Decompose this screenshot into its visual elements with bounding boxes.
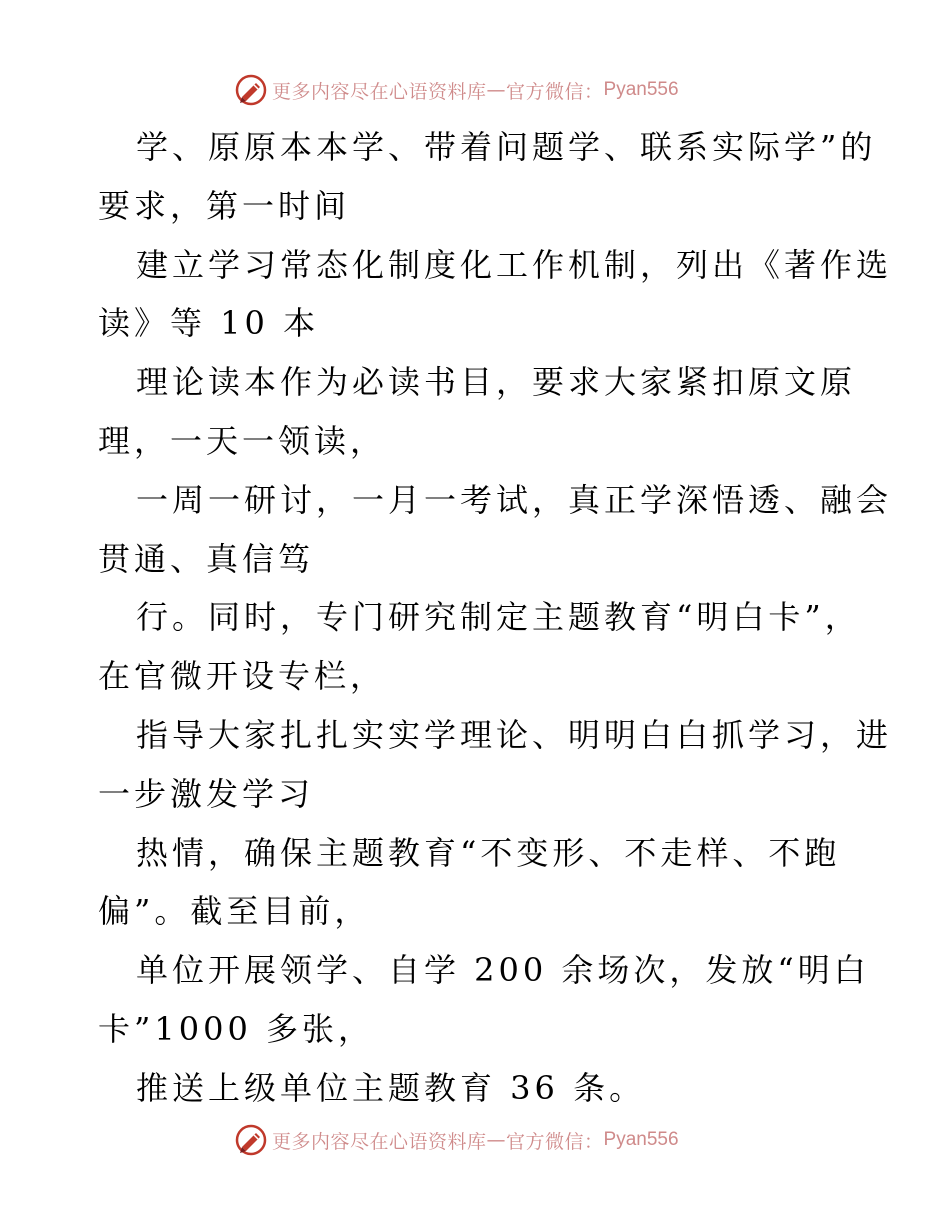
- text-line: 理论读本作为必读书目，要求大家紧扣原文原: [136, 363, 857, 402]
- watermark-wechat-id: Pyan556: [603, 1129, 679, 1150]
- text-line: 偏”。截至目前，: [98, 892, 371, 931]
- watermark-wechat-id: Pyan556: [603, 79, 679, 100]
- text-line: 单位开展领学、自学 200 余场次，发放“明白: [136, 951, 870, 990]
- watermark-suffix: 官方微信：: [506, 80, 604, 103]
- pen-logo-icon: [234, 1123, 268, 1157]
- footer-watermark: [234, 1122, 679, 1158]
- text-line: 在官微开设专栏，: [98, 657, 387, 696]
- watermark-separator: —: [486, 1129, 507, 1151]
- watermark-suffix: 官方微信：: [506, 1130, 604, 1153]
- text-line: 一步激发学习: [98, 774, 315, 813]
- watermark-text: 更多内容尽在心语资料库: [272, 80, 487, 103]
- text-line: 行。同时，专门研究制定主题教育“明白卡”，: [136, 598, 861, 637]
- text-line: 指导大家扎扎实实学理论、明明白白抓学习，进: [136, 715, 893, 754]
- watermark-separator: —: [486, 79, 507, 101]
- pen-logo-icon: [234, 73, 268, 107]
- text-line: 贯通、真信笃: [98, 539, 315, 578]
- text-line: 一周一研讨，一月一考试，真正学深悟透、融会: [136, 480, 893, 519]
- text-line: 热情，确保主题教育“不变形、不走样、不跑: [136, 833, 841, 872]
- header-watermark: [234, 72, 679, 108]
- text-line: 要求，第一时间: [98, 186, 351, 225]
- watermark-text: 更多内容尽在心语资料库: [272, 1130, 487, 1153]
- document-body: [98, 118, 893, 1118]
- text-line: 推送上级单位主题教育 36 条。: [136, 1068, 646, 1107]
- text-line: 卡”1000 多张，: [98, 1009, 374, 1048]
- text-line: 理，一天一领读，: [98, 421, 387, 460]
- text-line: 读》等 10 本: [98, 304, 320, 343]
- text-line: 学、原原本本学、带着问题学、联系实际学”的: [136, 128, 877, 166]
- text-line: 建立学习常态化制度化工作机制，列出《著作选: [136, 245, 893, 284]
